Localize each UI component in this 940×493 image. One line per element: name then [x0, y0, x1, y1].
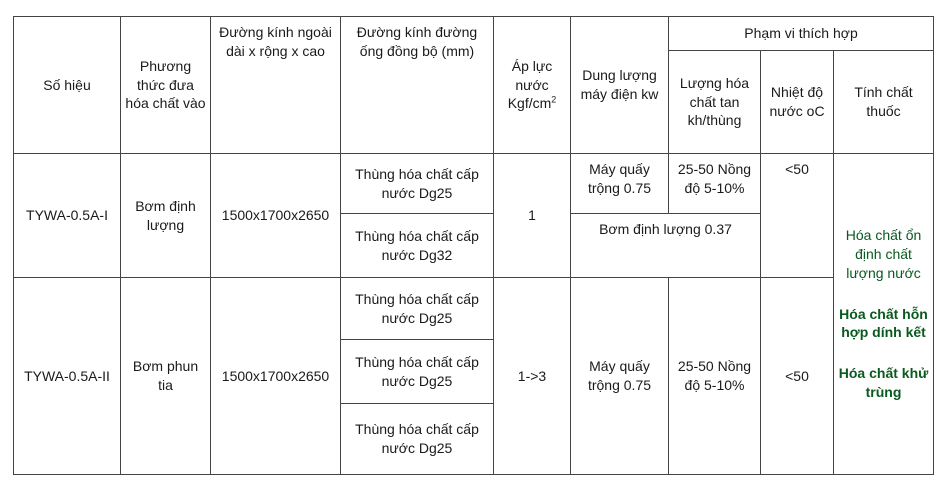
header-model: Số hiệu — [14, 17, 121, 154]
row2-pipe-2: Thùng hóa chất cấp nước Dg25 — [341, 340, 494, 404]
row2-method: Bơm phun tia — [121, 278, 211, 475]
row2-dissolve: 25-50 Nồng độ 5-10% — [669, 278, 761, 475]
row1-method: Bơm định lượng — [121, 154, 211, 278]
row2-model: TYWA-0.5A-II — [14, 278, 121, 475]
row1-dissolve: 25-50 Nồng độ 5-10% — [669, 154, 761, 214]
property-3: Hóa chất khử trùng — [838, 365, 929, 401]
row1-pipe-1: Thùng hóa chất cấp nước Dg25 — [341, 154, 494, 214]
row1-pressure: 1 — [494, 154, 571, 278]
header-dissolve: Lượng hóa chất tan kh/thùng — [669, 51, 761, 154]
row1-pipe-2: Thùng hóa chất cấp nước Dg32 — [341, 214, 494, 278]
row1-dimensions: 1500x1700x2650 — [211, 154, 341, 278]
header-property: Tính chất thuốc — [834, 51, 934, 154]
header-range: Phạm vi thích hợp — [669, 17, 934, 51]
header-pressure-text: Áp lực nước Kgf/cm — [507, 57, 553, 112]
property-1: Hóa chất ổn định chất lượng nước — [845, 226, 922, 281]
row2-pipe-3: Thùng hóa chất cấp nước Dg25 — [341, 404, 494, 475]
row2-dimensions: 1500x1700x2650 — [211, 278, 341, 475]
row2-temp: <50 — [761, 278, 834, 475]
specification-table — [13, 16, 934, 475]
row2-pipe-1: Thùng hóa chất cấp nước Dg25 — [341, 278, 494, 340]
row1-temp: <50 — [761, 154, 834, 278]
header-method: Phương thức đưa hóa chất vào — [121, 17, 211, 154]
header-pressure-sup: 2 — [551, 94, 557, 105]
header-dimensions: Đường kính ngoài dài x rộng x cao — [211, 17, 341, 154]
row2-power: Máy quấy trộng 0.75 — [571, 278, 669, 475]
property-2: Hóa chất hỗn hợp dính kết — [839, 305, 928, 341]
header-temp: Nhiệt độ nước oC — [761, 51, 834, 154]
row1-power: Máy quấy trộng 0.75 — [571, 154, 669, 214]
header-power: Dung lượng máy điện kw — [571, 17, 669, 154]
row1-model: TYWA-0.5A-I — [14, 154, 121, 278]
property-cell — [834, 154, 934, 475]
row2-pressure: 1->3 — [494, 278, 571, 475]
header-pipe: Đường kính đường ống đồng bộ (mm) — [341, 17, 494, 154]
row1-pump-note: Bơm định lượng 0.37 — [571, 214, 761, 278]
header-pressure — [494, 17, 571, 154]
